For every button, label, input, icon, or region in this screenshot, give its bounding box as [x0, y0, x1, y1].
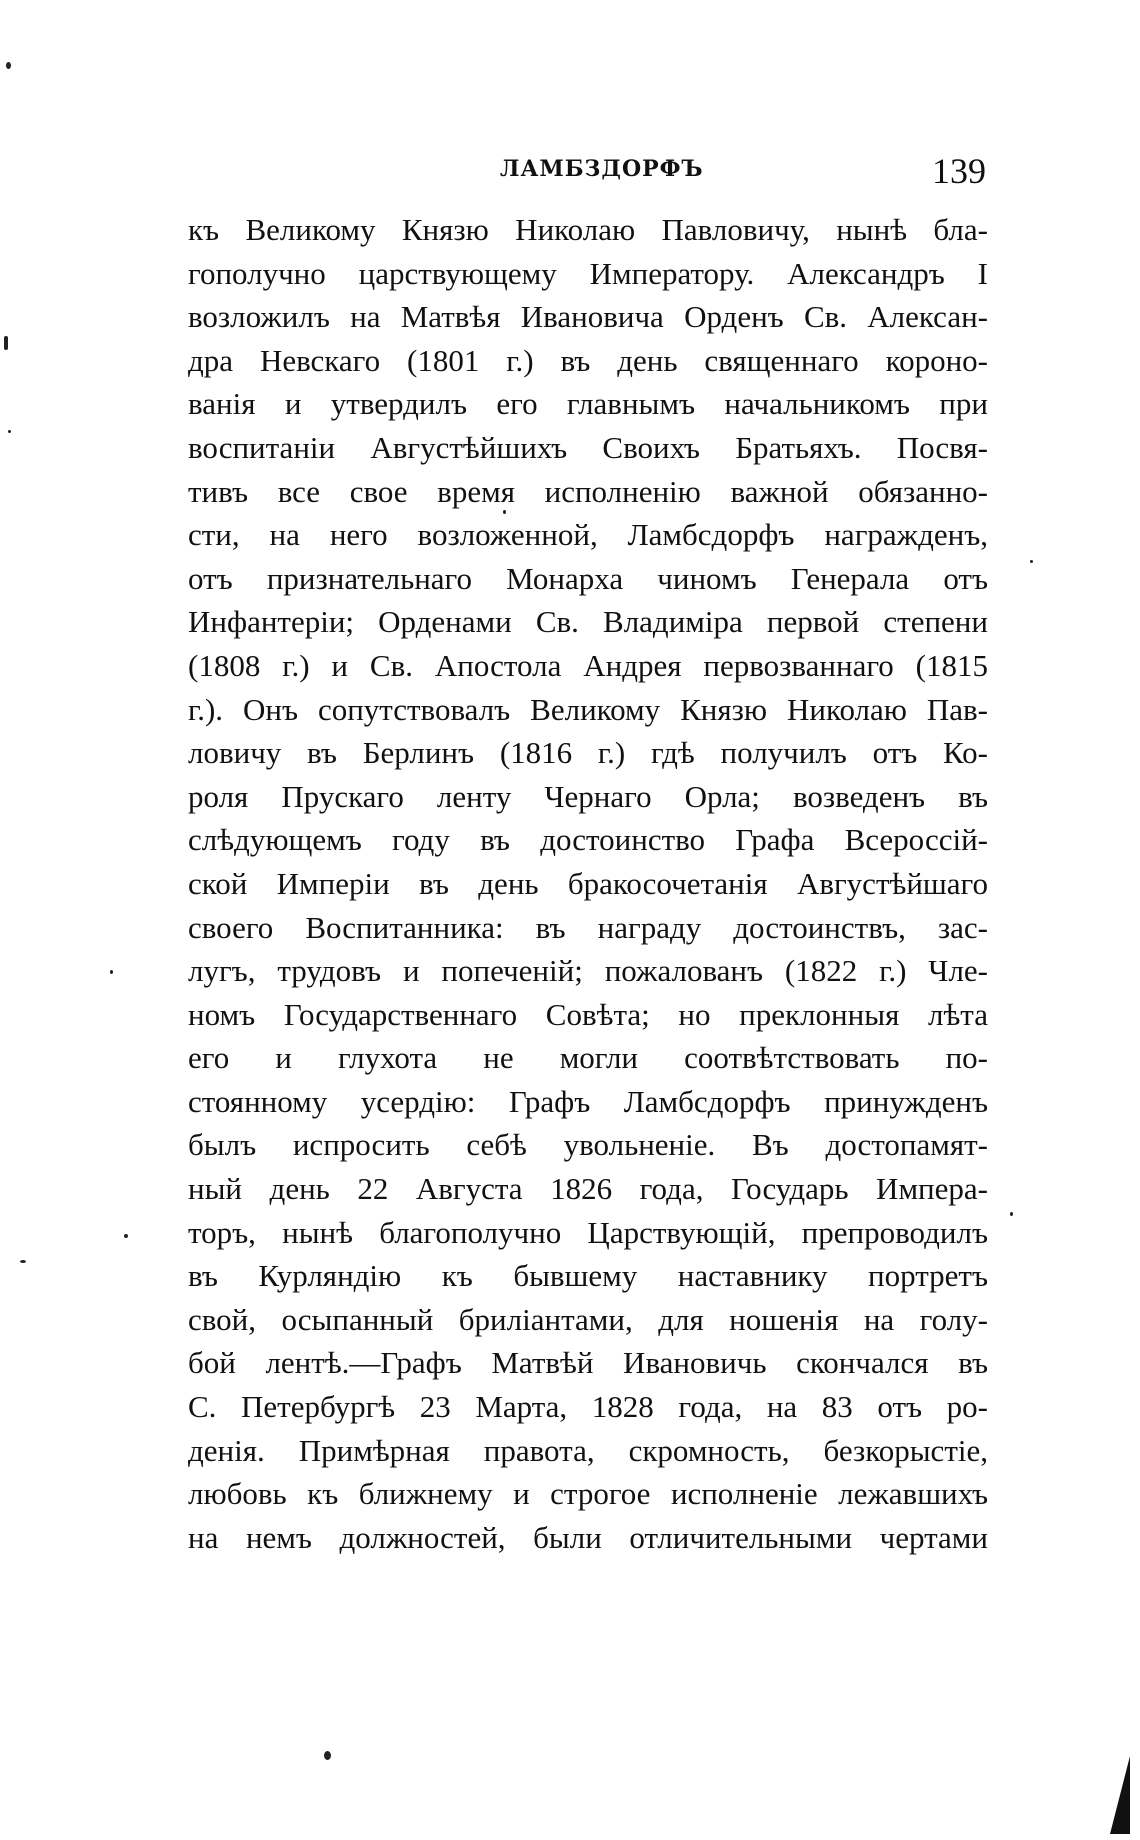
text-line: роля Прускаго ленту Чернаго Орла; возведенъ въ — [188, 778, 988, 814]
scan-speck — [4, 336, 8, 350]
running-head — [0, 150, 1140, 190]
scan-speck — [324, 1751, 331, 1760]
text-line: ской Имперіи въ день бракосочетанія Августѣйшаго — [188, 865, 988, 901]
scan-speck — [503, 510, 506, 514]
text-line: въ Курляндію къ бывшему наставнику портретъ — [188, 1258, 988, 1294]
text-line: ный день 22 Августа 1826 года, Государь Импера- — [188, 1171, 988, 1207]
text-line: слѣдующемъ году въ достоинство Графа Всероссій- — [188, 822, 988, 858]
text-line: ловичу въ Берлинъ (1816 г.) гдѣ получилъ отъ Ко- — [188, 735, 988, 771]
scan-speck — [110, 970, 113, 974]
scan-speck — [1010, 1212, 1013, 1216]
scan-speck — [20, 1260, 26, 1263]
text-line: гополучно царствующему Императору. Александръ I — [188, 255, 988, 291]
scan-corner-mark — [1110, 1756, 1130, 1834]
text-line: любовь къ ближнему и строгое исполненіе лежавшихъ — [188, 1476, 988, 1512]
text-line: денія. Примѣрная правота, скромность, безкорыстіе, — [188, 1432, 988, 1468]
text-line: свой, осыпанный бриліантами, для ношенія на голу- — [188, 1301, 988, 1337]
text-line: былъ испросить себѣ увольненіе. Въ достопамят- — [188, 1127, 988, 1163]
text-line: лугъ, трудовъ и попеченій; пожалованъ (1822 г.) Чле- — [188, 953, 988, 989]
scan-speck — [1030, 560, 1033, 563]
text-line: своего Воспитанника: въ награду достоинствъ, зас- — [188, 909, 988, 945]
text-line: торъ, нынѣ благополучно Царствующій, препроводилъ — [188, 1214, 988, 1250]
text-line: къ Великому Князю Николаю Павловичу, нынѣ бла- — [188, 212, 988, 247]
scan-speck — [6, 62, 11, 69]
text-line: г.). Онъ сопутствовалъ Великому Князю Николаю Пав- — [188, 691, 988, 727]
text-line: (1808 г.) и Св. Апостола Андрея первозваннаго (1815 — [188, 647, 988, 683]
body-text — [188, 208, 988, 1559]
page-number: 139 — [932, 151, 986, 191]
text-line: ванія и утвердилъ его главнымъ начальникомъ при — [188, 386, 988, 422]
text-line: отъ признательнаго Монарха чиномъ Генерала отъ — [188, 560, 988, 596]
text-line: стоянному усердію: Графъ Ламбсдорфъ принужденъ — [188, 1083, 988, 1119]
running-title: ЛАМБЗДОРФЪ — [500, 156, 704, 182]
text-line: Инфантеріи; Орденами Св. Владиміра первой степени — [188, 604, 988, 640]
text-line: сти, на него возложенной, Ламбсдорфъ награжденъ, — [188, 517, 988, 553]
scan-speck — [124, 1234, 128, 1238]
scan-speck — [8, 430, 11, 433]
text-line: С. Петербургѣ 23 Марта, 1828 года, на 83 отъ ро- — [188, 1389, 988, 1425]
text-line: дра Невскаго (1801 г.) въ день священнаго коронo- — [188, 342, 988, 378]
text-line: воспитаніи Августѣйшихъ Своихъ Братьяхъ. Посвя- — [188, 429, 988, 465]
text-line: его и глухота не могли соотвѣтствовать по- — [188, 1040, 988, 1076]
text-line: бой лентѣ.—Графъ Матвѣй Ивановичь скончался въ — [188, 1345, 988, 1381]
text-line: тивъ все свое время исполненію важной обязанно- — [188, 473, 988, 509]
text-line: на немъ должностей, были отличительными чертами — [188, 1519, 988, 1555]
text-line: номъ Государственнаго Совѣта; но преклонныя лѣта — [188, 996, 988, 1032]
text-line: возложилъ на Матвѣя Ивановича Орденъ Св. Алексан- — [188, 299, 988, 335]
